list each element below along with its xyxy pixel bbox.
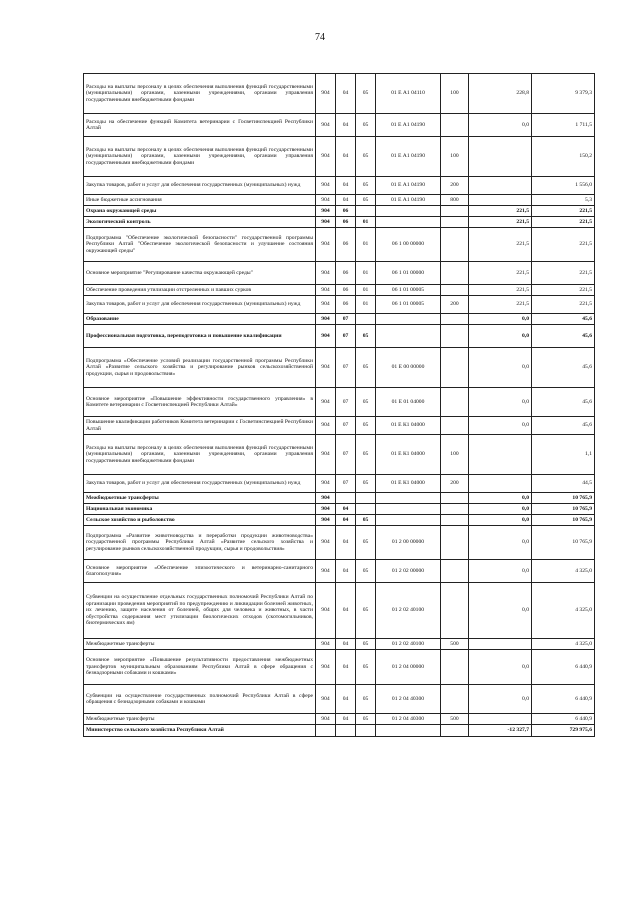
row-name: Основное мероприятие «Повышение результативности предоставления межбюджетных трансфертов муниципальным образованиям Республики Алтай в сфере обращения с безнадзорными собаками и кошками» [84, 650, 316, 685]
target-article: 01 2 02 40100 [376, 639, 441, 650]
expense-type [441, 504, 469, 515]
amount-change: 0,0 [469, 526, 532, 560]
section-code: 06 [336, 228, 356, 262]
target-article: 06 1 01 00000 [376, 262, 441, 285]
table-row [84, 348, 595, 388]
row-name: Закупка товаров, работ и услуг для обеспечения государственных (муниципальных) нужд [84, 177, 316, 195]
table-row [84, 526, 595, 560]
admin-code: 904 [316, 206, 336, 217]
row-name: Министерство сельского хозяйства Республики Алтай [84, 725, 316, 737]
section-code: 04 [336, 74, 356, 114]
amount-change: 0,0 [469, 325, 532, 348]
table-row [84, 583, 595, 639]
table-row [84, 725, 595, 737]
target-article: 01 Е К1 04000 [376, 417, 441, 435]
section-code: 07 [336, 388, 356, 417]
section-code: 06 [336, 285, 356, 296]
target-article: 01 2 02 40100 [376, 583, 441, 639]
table-row [84, 650, 595, 685]
table-row [84, 177, 595, 195]
subsection-code: 05 [356, 526, 376, 560]
subsection-code: 05 [356, 475, 376, 493]
subsection-code: 05 [356, 195, 376, 206]
table-row [84, 685, 595, 714]
subsection-code: 05 [356, 515, 376, 526]
row-name: Субвенции на осуществление государственных полномочий Республики Алтай в сфере обращения с безнадзорными собаками и кошками [84, 685, 316, 714]
section-code: 07 [336, 314, 356, 325]
amount-change: 228,8 [469, 74, 532, 114]
admin-code: 904 [316, 296, 336, 314]
admin-code: 904 [316, 560, 336, 583]
amount-total: 221,5 [532, 285, 595, 296]
amount-change [469, 137, 532, 177]
amount-change [469, 435, 532, 475]
budget-table [83, 73, 595, 737]
expense-type [441, 560, 469, 583]
table-row [84, 296, 595, 314]
section-code: 04 [336, 504, 356, 515]
section-code: 04 [336, 515, 356, 526]
admin-code: 904 [316, 137, 336, 177]
expense-type: 800 [441, 195, 469, 206]
amount-change: 0,0 [469, 504, 532, 515]
admin-code: 904 [316, 639, 336, 650]
target-article: 01 2 02 00000 [376, 560, 441, 583]
amount-total: 45,6 [532, 325, 595, 348]
subsection-code: 05 [356, 348, 376, 388]
section-code: 06 [336, 217, 356, 228]
admin-code: 904 [316, 417, 336, 435]
section-code: 06 [336, 206, 356, 217]
target-article: 01 2 00 00000 [376, 526, 441, 560]
amount-total: 4 325,0 [532, 583, 595, 639]
table-row [84, 217, 595, 228]
row-name: Основное мероприятие «Обеспечение эпизоотического и ветеринарно-санитарного благополучия» [84, 560, 316, 583]
amount-total: 10 765,9 [532, 493, 595, 504]
expense-type [441, 685, 469, 714]
expense-type: 200 [441, 177, 469, 195]
section-code [336, 725, 356, 737]
expense-type [441, 262, 469, 285]
target-article: 01 Е 00 00000 [376, 348, 441, 388]
amount-change: 0,0 [469, 417, 532, 435]
subsection-code: 01 [356, 228, 376, 262]
section-code: 04 [336, 177, 356, 195]
table-row [84, 714, 595, 725]
amount-total: 1,1 [532, 435, 595, 475]
row-name: Закупка товаров, работ и услуг для обеспечения государственных (муниципальных) нужд [84, 296, 316, 314]
admin-code: 904 [316, 348, 336, 388]
section-code: 04 [336, 560, 356, 583]
row-name: Подпрограмма "Обеспечение экологической безопасности" государственной программы Республики Алтай "Обеспечение экологической безопасности и улучшение состояния окружающей среды" [84, 228, 316, 262]
target-article: 01 Е К1 04000 [376, 475, 441, 493]
target-article [376, 206, 441, 217]
target-article [376, 325, 441, 348]
amount-change: 221,5 [469, 296, 532, 314]
section-code: 04 [336, 526, 356, 560]
subsection-code [356, 493, 376, 504]
subsection-code: 05 [356, 137, 376, 177]
amount-change: 0,0 [469, 493, 532, 504]
subsection-code: 01 [356, 262, 376, 285]
expense-type [441, 206, 469, 217]
target-article: 06 1 00 00000 [376, 228, 441, 262]
expense-type [441, 348, 469, 388]
section-code: 04 [336, 685, 356, 714]
row-name: Иные бюджетные ассигнования [84, 195, 316, 206]
table-row [84, 388, 595, 417]
expense-type [441, 493, 469, 504]
page-number: 74 [315, 32, 325, 43]
admin-code [316, 725, 336, 737]
row-name: Подпрограмма «Развитие животноводства и переработки продукции животноводства» государственной программы Республики Алтай «Развитие сельского хозяйства и регулирование рынков сельскохозяйственной продукции, сырья и продовольствия» [84, 526, 316, 560]
table-row [84, 262, 595, 285]
expense-type [441, 650, 469, 685]
amount-change: 221,5 [469, 217, 532, 228]
table-row [84, 74, 595, 114]
target-article [376, 504, 441, 515]
row-name: Межбюджетные трансферты [84, 639, 316, 650]
admin-code: 904 [316, 314, 336, 325]
section-code: 04 [336, 714, 356, 725]
expense-type: 200 [441, 296, 469, 314]
subsection-code: 05 [356, 639, 376, 650]
expense-type: 100 [441, 74, 469, 114]
amount-change: 221,5 [469, 262, 532, 285]
amount-change: 221,5 [469, 206, 532, 217]
subsection-code [356, 725, 376, 737]
row-name: Подпрограмма «Обеспечение условий реализации государственной программы Республики Алтай «Развитие сельского хозяйства и регулирование рынков сельскохозяйственной продукции, сырья и продовольствия» [84, 348, 316, 388]
target-article: 01 Е А1 04190 [376, 137, 441, 177]
section-code: 04 [336, 639, 356, 650]
row-name: Закупка товаров, работ и услуг для обеспечения государственных (муниципальных) нужд [84, 475, 316, 493]
amount-change: -12 327,7 [469, 725, 532, 737]
table-row [84, 228, 595, 262]
amount-change: 0,0 [469, 348, 532, 388]
subsection-code: 01 [356, 285, 376, 296]
subsection-code: 05 [356, 417, 376, 435]
subsection-code [356, 206, 376, 217]
amount-change: 0,0 [469, 114, 532, 137]
amount-change: 0,0 [469, 650, 532, 685]
amount-total: 6 440,9 [532, 714, 595, 725]
admin-code: 904 [316, 262, 336, 285]
row-name: Расходы на обеспечение функций Комитета ветеринарии с Госветинспекцией Республики Алтай [84, 114, 316, 137]
subsection-code [356, 314, 376, 325]
amount-total: 221,5 [532, 206, 595, 217]
row-name: Межбюджетные трансферты [84, 714, 316, 725]
row-name: Экологический контроль [84, 217, 316, 228]
target-article [376, 493, 441, 504]
row-name: Сельское хозяйство и рыболовство [84, 515, 316, 526]
target-article: 01 Е А1 04190 [376, 114, 441, 137]
section-code: 07 [336, 325, 356, 348]
admin-code: 904 [316, 493, 336, 504]
row-name: Расходы на выплаты персоналу в целях обеспечения выполнения функций государственными (муниципальными) органами, казенными учреждениями, органами управления государственными внебюджетными фондами [84, 74, 316, 114]
admin-code: 904 [316, 285, 336, 296]
subsection-code: 05 [356, 714, 376, 725]
target-article [376, 217, 441, 228]
row-name: Образование [84, 314, 316, 325]
table-row [84, 493, 595, 504]
subsection-code: 05 [356, 583, 376, 639]
subsection-code: 05 [356, 650, 376, 685]
amount-total: 221,5 [532, 262, 595, 285]
section-code: 07 [336, 348, 356, 388]
expense-type [441, 314, 469, 325]
table-row [84, 314, 595, 325]
table-row [84, 504, 595, 515]
target-article: 01 2 04 00000 [376, 650, 441, 685]
target-article: 01 Е 01 04000 [376, 388, 441, 417]
amount-total: 45,6 [532, 314, 595, 325]
amount-total: 10 765,9 [532, 526, 595, 560]
target-article [376, 314, 441, 325]
subsection-code: 05 [356, 388, 376, 417]
expense-type [441, 325, 469, 348]
subsection-code: 05 [356, 560, 376, 583]
expense-type: 500 [441, 714, 469, 725]
amount-total: 221,5 [532, 228, 595, 262]
expense-type [441, 388, 469, 417]
section-code: 06 [336, 262, 356, 285]
target-article: 06 1 01 00005 [376, 296, 441, 314]
expense-type [441, 583, 469, 639]
amount-change [469, 639, 532, 650]
subsection-code: 05 [356, 685, 376, 714]
amount-change [469, 195, 532, 206]
row-name: Основное мероприятие "Регулирование качества окружающей среды" [84, 262, 316, 285]
amount-total: 10 765,9 [532, 504, 595, 515]
target-article: 01 Е А1 04190 [376, 177, 441, 195]
subsection-code: 05 [356, 325, 376, 348]
admin-code: 904 [316, 714, 336, 725]
expense-type: 100 [441, 137, 469, 177]
amount-total: 221,5 [532, 217, 595, 228]
expense-type [441, 285, 469, 296]
row-name: Повышение квалификации работников Комитета ветеринарии с Госветинспекцией Республики Алтай [84, 417, 316, 435]
amount-total: 9 379,3 [532, 74, 595, 114]
row-name: Расходы на выплаты персоналу в целях обеспечения выполнения функций государственными (муниципальными) органами, казенными учреждениями, органами управления государственными внебюджетными фондами [84, 137, 316, 177]
expense-type [441, 725, 469, 737]
amount-total: 44,5 [532, 475, 595, 493]
amount-total: 6 440,9 [532, 685, 595, 714]
admin-code: 904 [316, 177, 336, 195]
row-name: Обеспечение проведения утилизации отстреленных и павших сурков [84, 285, 316, 296]
table-row [84, 560, 595, 583]
row-name: Расходы на выплаты персоналу в целях обеспечения выполнения функций государственными (муниципальными) органами, казенными учреждениями, органами управления государственными внебюджетными фондами [84, 435, 316, 475]
expense-type: 100 [441, 435, 469, 475]
amount-total: 221,5 [532, 296, 595, 314]
admin-code: 904 [316, 388, 336, 417]
expense-type [441, 217, 469, 228]
target-article: 06 1 01 00005 [376, 285, 441, 296]
admin-code: 904 [316, 650, 336, 685]
admin-code: 904 [316, 515, 336, 526]
section-code: 04 [336, 583, 356, 639]
admin-code: 904 [316, 435, 336, 475]
table-row [84, 114, 595, 137]
section-code: 04 [336, 650, 356, 685]
amount-total: 4 325,0 [532, 639, 595, 650]
subsection-code: 05 [356, 435, 376, 475]
row-name: Субвенции на осуществление отдельных государственных полномочий Республики Алтай по организации проведения мероприятий по предупреждению и ликвидации болезней животных, их лечению, защите населения от болезней, общих для человека и животных, в части обустройства содержания мест утилизации биологических отходов (скотомогильников, биотермических ям) [84, 583, 316, 639]
admin-code: 904 [316, 195, 336, 206]
amount-total: 1 711,5 [532, 114, 595, 137]
expense-type: 500 [441, 639, 469, 650]
amount-total: 45,6 [532, 417, 595, 435]
row-name: Межбюджетные трансферты [84, 493, 316, 504]
amount-total: 729 975,6 [532, 725, 595, 737]
table-row [84, 285, 595, 296]
amount-change: 0,0 [469, 314, 532, 325]
table-row [84, 475, 595, 493]
table-row [84, 417, 595, 435]
subsection-code: 05 [356, 114, 376, 137]
row-name: Охрана окружающей среды [84, 206, 316, 217]
admin-code: 904 [316, 325, 336, 348]
subsection-code: 01 [356, 296, 376, 314]
amount-total: 6 440,9 [532, 650, 595, 685]
amount-change: 221,5 [469, 285, 532, 296]
table-row [84, 206, 595, 217]
table-row [84, 137, 595, 177]
expense-type [441, 228, 469, 262]
amount-change [469, 714, 532, 725]
table-row [84, 435, 595, 475]
section-code: 06 [336, 296, 356, 314]
admin-code: 904 [316, 114, 336, 137]
admin-code: 904 [316, 475, 336, 493]
expense-type [441, 515, 469, 526]
admin-code: 904 [316, 217, 336, 228]
amount-change [469, 475, 532, 493]
admin-code: 904 [316, 685, 336, 714]
amount-total: 1 556,0 [532, 177, 595, 195]
amount-total: 150,2 [532, 137, 595, 177]
admin-code: 904 [316, 526, 336, 560]
admin-code: 904 [316, 504, 336, 515]
admin-code: 904 [316, 74, 336, 114]
target-article: 01 Е К1 04000 [376, 435, 441, 475]
amount-change: 0,0 [469, 560, 532, 583]
table-row [84, 515, 595, 526]
target-article: 01 Е А1 04190 [376, 195, 441, 206]
subsection-code [356, 504, 376, 515]
amount-total: 5,3 [532, 195, 595, 206]
amount-total: 45,6 [532, 388, 595, 417]
subsection-code: 01 [356, 217, 376, 228]
target-article: 01 2 04 40300 [376, 714, 441, 725]
amount-change [469, 177, 532, 195]
expense-type [441, 526, 469, 560]
subsection-code: 05 [356, 74, 376, 114]
section-code: 07 [336, 475, 356, 493]
admin-code: 904 [316, 228, 336, 262]
amount-change: 0,0 [469, 388, 532, 417]
section-code: 04 [336, 114, 356, 137]
section-code: 04 [336, 137, 356, 177]
amount-change: 0,0 [469, 515, 532, 526]
row-name: Профессиональная подготовка, переподготовка и повышение квалификации [84, 325, 316, 348]
target-article: 01 2 04 40300 [376, 685, 441, 714]
amount-change: 221,5 [469, 228, 532, 262]
amount-change: 0,0 [469, 685, 532, 714]
amount-total: 4 325,0 [532, 560, 595, 583]
target-article [376, 515, 441, 526]
expense-type: 200 [441, 475, 469, 493]
amount-total: 10 765,9 [532, 515, 595, 526]
amount-total: 45,6 [532, 348, 595, 388]
expense-type [441, 114, 469, 137]
amount-change: 0,0 [469, 583, 532, 639]
section-code: 07 [336, 435, 356, 475]
section-code: 04 [336, 195, 356, 206]
table-row [84, 639, 595, 650]
target-article: 01 Е А1 04110 [376, 74, 441, 114]
section-code: 07 [336, 417, 356, 435]
admin-code: 904 [316, 583, 336, 639]
row-name: Национальная экономика [84, 504, 316, 515]
section-code [336, 493, 356, 504]
table-row [84, 195, 595, 206]
target-article [376, 725, 441, 737]
row-name: Основное мероприятие «Повышение эффективности государственного управления» в Комитете ветеринарии с Госветинспекцией Республики Алтай» [84, 388, 316, 417]
expense-type [441, 417, 469, 435]
subsection-code: 05 [356, 177, 376, 195]
table-row [84, 325, 595, 348]
